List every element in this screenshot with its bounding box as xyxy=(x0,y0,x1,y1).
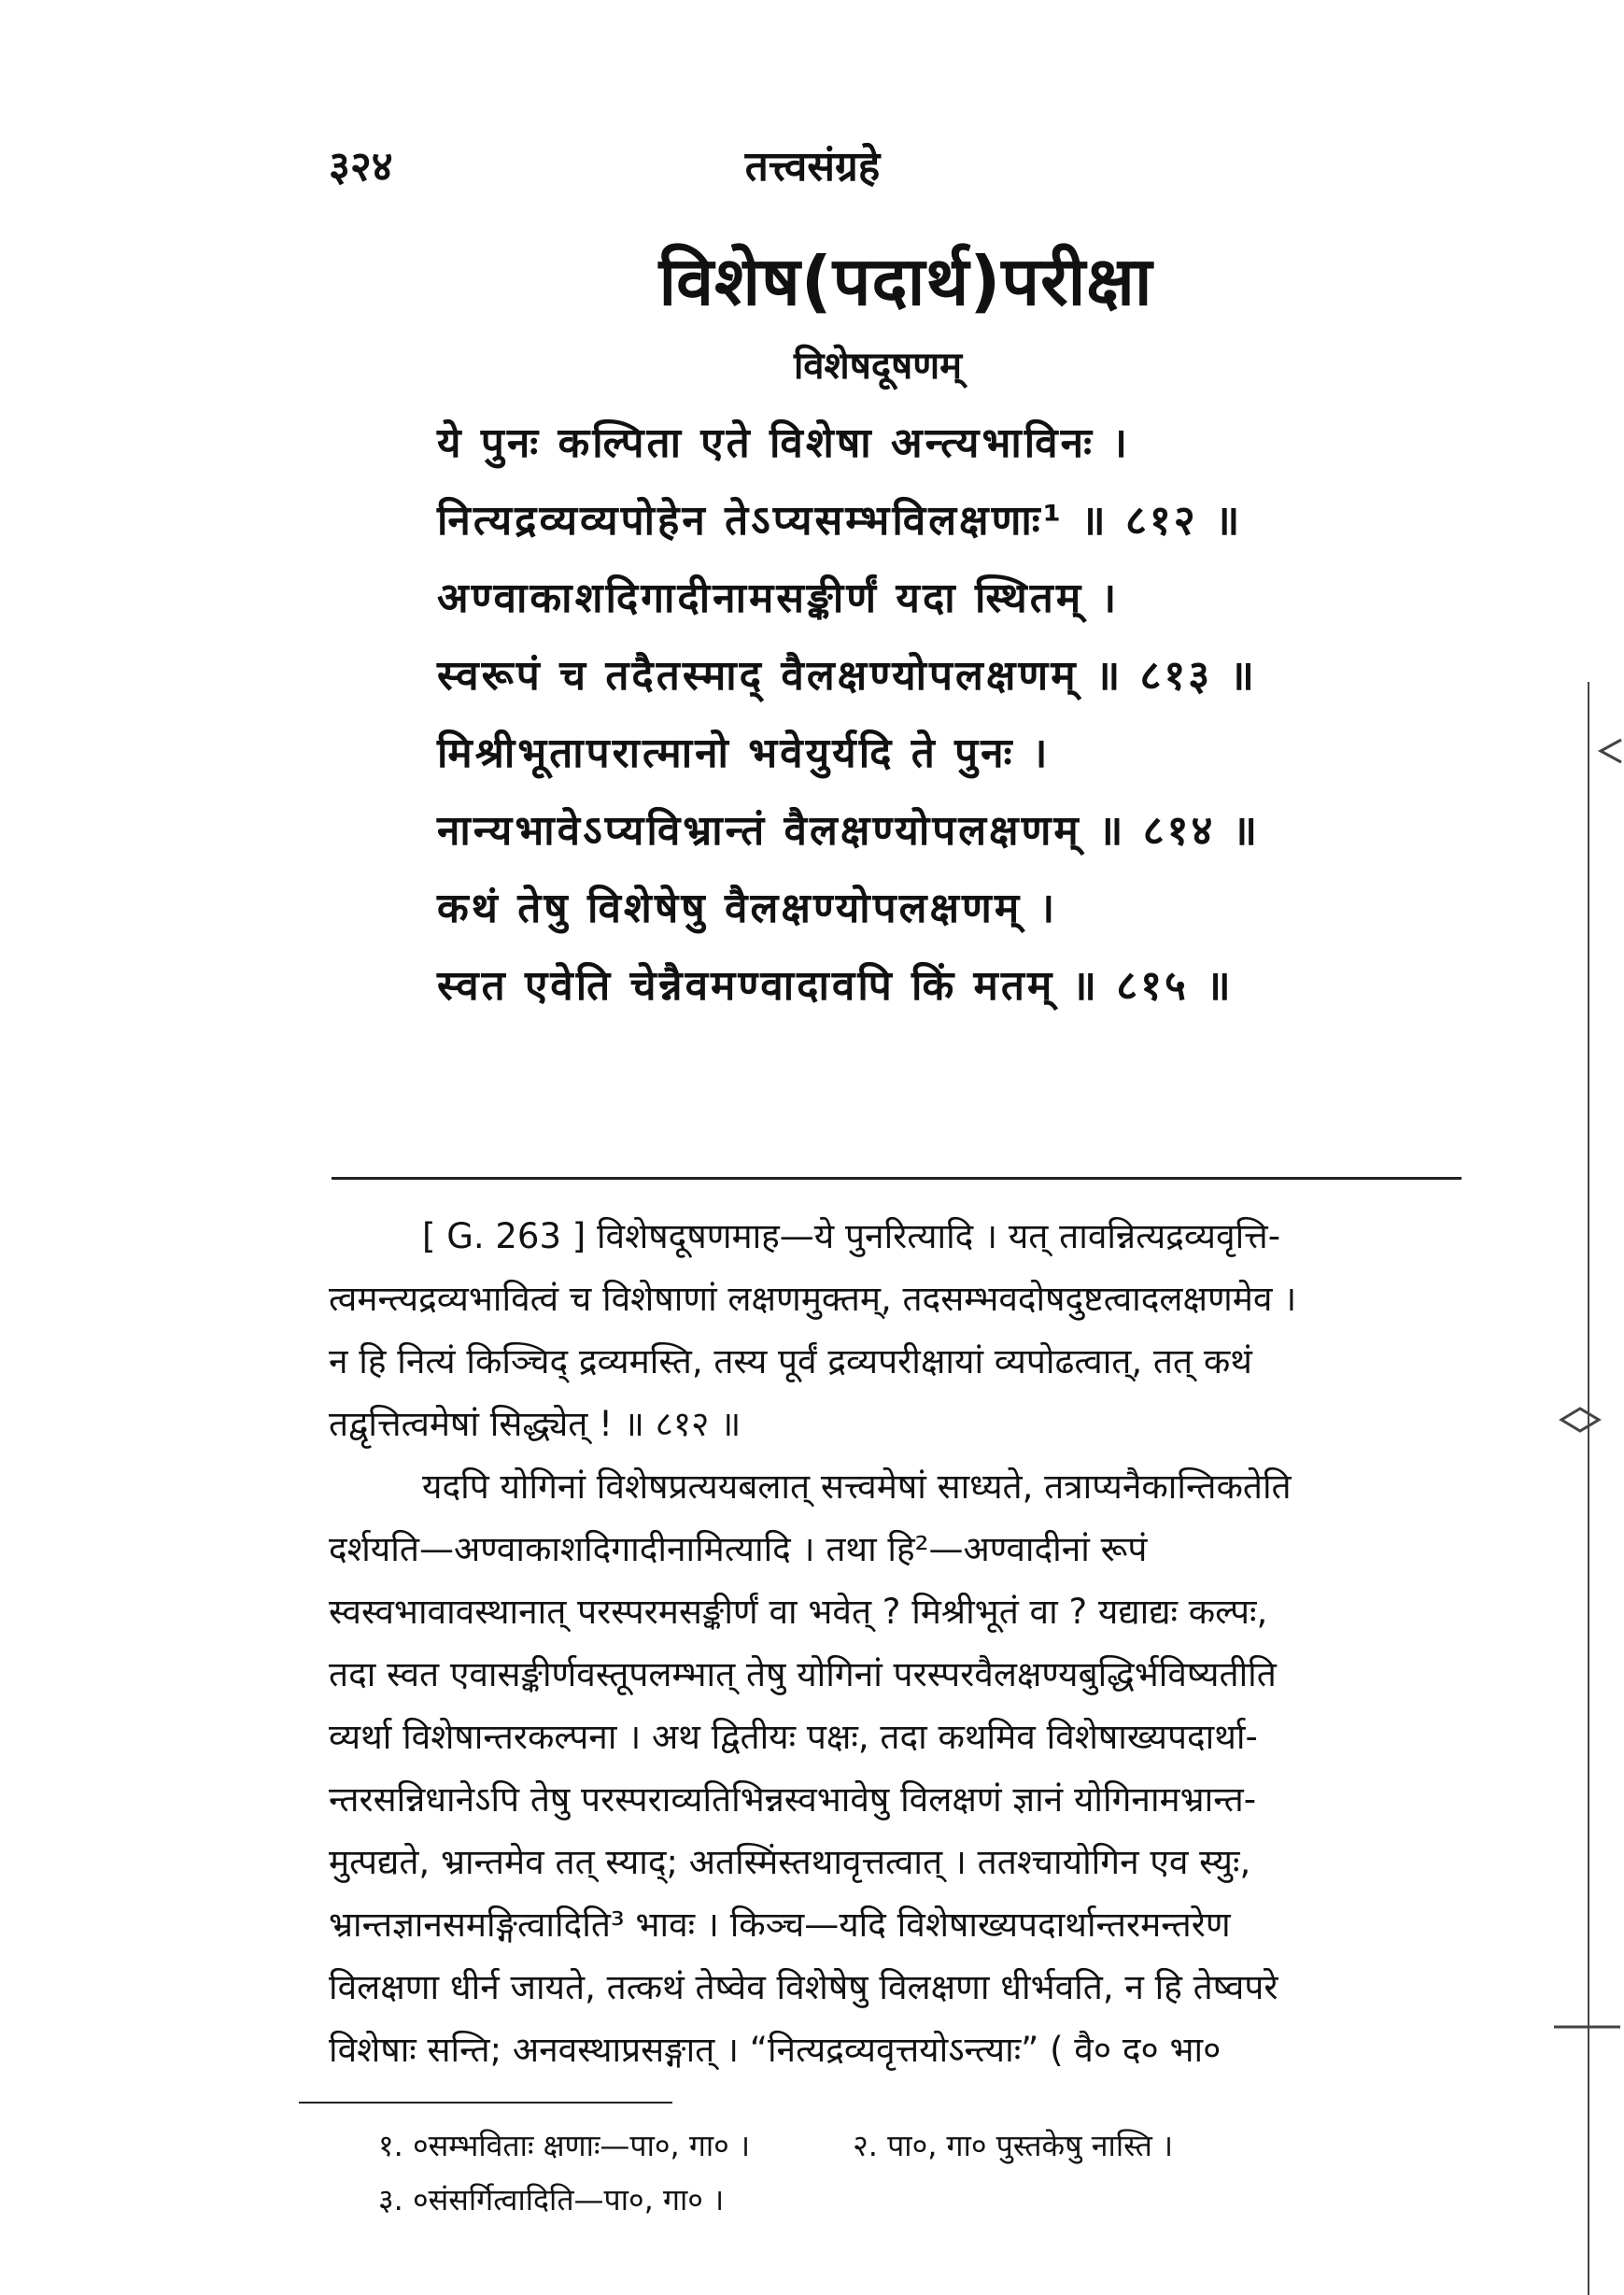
commentary-line: त्वमन्त्यद्रव्यभावित्वं च विशेषाणां लक्षणमुक्तम्, तदसम्भवदोषदुष्टत्वादलक्षणमेव । xyxy=(329,1279,1297,1319)
running-head: तत्त्वसंग्रहे xyxy=(744,143,881,191)
commentary-line: व्यर्था विशेषान्तरकल्पना । अथ द्वितीयः पक्षः, तदा कथमिव विशेषाख्यपदार्था- xyxy=(329,1717,1258,1757)
verse-text: मिश्रीभूतापरात्मानो भवेयुर्यदि ते पुनः । xyxy=(437,729,1051,777)
verse-line xyxy=(437,634,1438,712)
commentary-line: यदपि योगिनां विशेषप्रत्ययबलात् सत्त्वमेषां साध्यते, तत्राप्यनैकान्तिकतेति xyxy=(422,1466,1292,1507)
verse-text: नित्यद्रव्यव्यपोहेन तेऽप्यसम्भविलक्षणाः¹ ॥ ८१२ ॥ xyxy=(437,496,1243,545)
verse-line xyxy=(437,557,1438,634)
commentary-line: मुत्पद्यते, भ्रान्तमेव तत् स्याद्; अतस्मिंस्तथावृत्तत्वात् । ततश्चायोगिन एव स्युः, xyxy=(329,1842,1251,1882)
margin-diamond-icon xyxy=(1552,1401,1608,1438)
footnote-row xyxy=(378,2118,1462,2173)
margin-arrow-icon xyxy=(1588,732,1624,770)
commentary-line: स्वस्वभावावस्थानात् परस्परमसङ्कीर्णं वा भवेत् ? मिश्रीभूतं वा ? यद्याद्यः कल्पः, xyxy=(329,1592,1268,1632)
verse-line xyxy=(437,944,1438,1022)
section-title: विशेषदूषणम् xyxy=(793,345,963,388)
commentary-line: न हि नित्यं किञ्चिद् द्रव्यमस्ति, तस्य पूर्वं द्रव्यपरीक्षायां व्यपोढत्वात्, तत् कथं xyxy=(329,1341,1252,1381)
verse-text: नान्यभावेऽप्यविभ्रान्तं वैलक्षण्योपलक्षणम् ॥ ८१४ ॥ xyxy=(437,806,1261,855)
chapter-title: विशेष(पदार्थ)परीक्षा xyxy=(658,242,1153,320)
footnote-divider xyxy=(299,2102,672,2104)
footnote-2: २. पा०, गा० पुस्तकेषु नास्ति । xyxy=(853,2128,1174,2163)
footnote-row xyxy=(378,2173,1462,2227)
verse-text: स्वत एवेति चेन्नैवमण्वादावपि किं मतम् ॥ ८१५ ॥ xyxy=(437,961,1234,1010)
commentary-line: [ G. 263 ] विशेषदूषणमाह—ये पुनरित्यादि । यत् तावन्नित्यद्रव्यवृत्ति- xyxy=(422,1216,1281,1256)
footnote-1: १. ०सम्भविताः क्षणाः—पा०, गा० । xyxy=(378,2128,751,2163)
commentary-line: तद्वृत्तित्वमेषां सिद्ध्येत् ! ॥ ८१२ ॥ xyxy=(329,1404,741,1444)
verse-line xyxy=(437,479,1438,557)
verse-line xyxy=(437,789,1438,867)
verse-divider xyxy=(332,1177,1462,1180)
footnotes xyxy=(378,2118,1462,2227)
verse-text: स्वरूपं च तदैतस्माद् वैलक्षण्योपलक्षणम् ॥ ८१३ ॥ xyxy=(437,651,1257,700)
commentary-line: तदा स्वत एवासङ्कीर्णवस्तूपलम्भात् तेषु योगिनां परस्परवैलक्षण्यबुद्धिर्भविष्यतीति xyxy=(329,1654,1277,1694)
verse-line xyxy=(437,712,1438,789)
commentary-line: विलक्षणा धीर्न जायते, तत्कथं तेष्वेव विशेषेषु विलक्षणा धीर्भवति, न हि तेष्वपरे xyxy=(329,1967,1278,2007)
verse-block xyxy=(437,402,1438,1022)
verse-line xyxy=(437,402,1438,479)
verse-line xyxy=(437,867,1438,944)
binding-edge-line xyxy=(1588,682,1589,2295)
commentary-line: विशेषाः सन्ति; अनवस्थाप्रसङ्गात् । “नित्यद्रव्यवृत्तयोऽन्त्याः” ( वै० द० भा० xyxy=(329,2030,1222,2070)
verse-text: अण्वाकाशदिगादीनामसङ्कीर्णं यदा स्थितम् । xyxy=(437,574,1120,622)
footnote-3: ३. ०संसर्गित्वादिति—पा०, गा० । xyxy=(378,2182,725,2217)
commentary-line: दर्शयति—अण्वाकाशदिगादीनामित्यादि । तथा हि²—अण्वादीनां रूपं xyxy=(329,1529,1148,1569)
verse-text: ये पुनः कल्पिता एते विशेषा अन्त्यभाविनः । xyxy=(437,418,1130,467)
page-number: ३२४ xyxy=(329,143,393,191)
commentary xyxy=(329,1205,1463,2081)
margin-cross-icon xyxy=(1550,2008,1624,2046)
commentary-line: भ्रान्तज्ञानसमङ्गित्वादिति³ भावः । किञ्च—यदि विशेषाख्यपदार्थान्तरमन्तरेण xyxy=(329,1905,1231,1945)
commentary-line: न्तरसन्निधानेऽपि तेषु परस्पराव्यतिभिन्नस्वभावेषु विलक्षणं ज्ञानं योगिनामभ्रान्त- xyxy=(329,1779,1257,1820)
verse-text: कथं तेषु विशेषेषु वैलक्षण्योपलक्षणम् । xyxy=(437,884,1058,932)
